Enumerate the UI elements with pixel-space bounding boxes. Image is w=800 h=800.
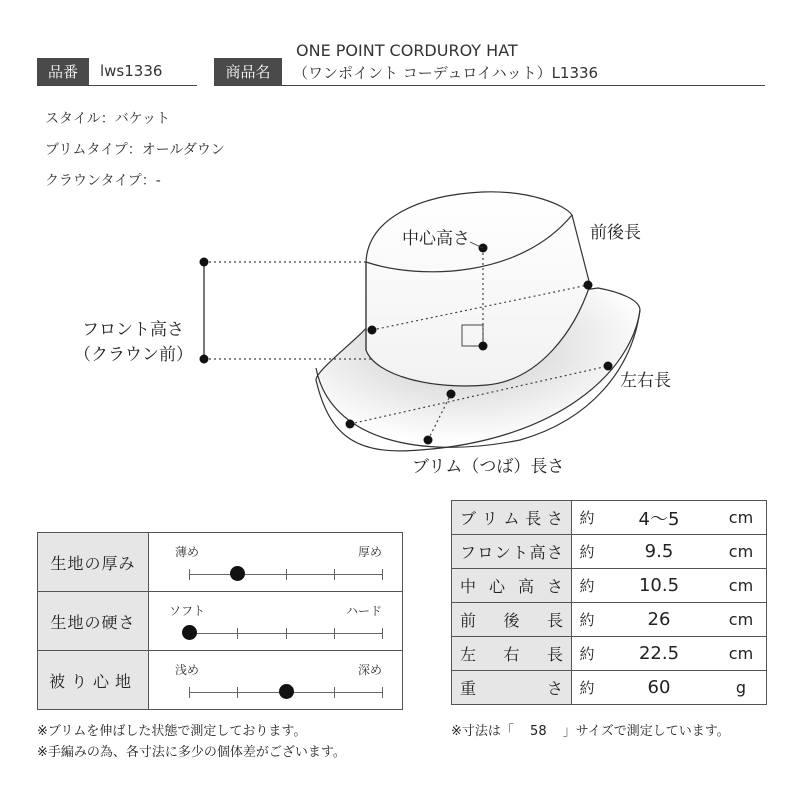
scale-tick [189,569,190,580]
item-number-label: 品番 [37,58,89,85]
size-value: 9.5 [644,541,674,562]
size-row [452,671,766,704]
size-row [452,637,766,671]
size-label-char: ト [512,543,529,562]
brim-length-label: ブリム（つば）長さ [412,457,565,477]
center-height-label: 中心高さ [402,229,470,249]
product-name-en: ONE POINT CORDUROY HAT [296,41,518,60]
size-approx: 約 [579,543,595,561]
feel-row-label: 被り心地 [38,651,149,709]
left-right-label: 左右長 [620,371,671,391]
size-unit: g [735,678,747,697]
size-row [452,603,766,637]
size-unit: cm [728,508,754,527]
size-label-char: 心 [488,577,505,596]
front-height-sub-label: （クラウン前） [74,345,193,365]
scale-tick [382,687,383,698]
scale-indicator [279,684,294,699]
scale-tick [334,628,335,639]
product-name-label: 商品名 [214,58,282,85]
size-label-char: 長 [525,509,542,528]
size-label-char: 長 [546,611,563,630]
front-back-label: 前後長 [590,223,641,243]
size-label-char: 左 [460,645,477,664]
size-label-char: ブ [460,509,477,528]
size-row-label [452,603,572,636]
size-unit: cm [728,576,754,595]
note-size-suffix: 」サイズで測定しています。 [562,724,730,739]
feel-row-hardness [38,592,402,651]
scale-indicator [230,566,245,581]
size-label-char: フ [460,543,477,562]
size-label-char: 前 [460,611,477,630]
size-row-label [452,569,572,602]
scale-tick [334,569,335,580]
size-value: 4～5 [638,508,680,530]
size-label-char: 高 [529,543,546,562]
size-label-char: リ [481,509,498,528]
feel-row-fit [38,651,402,709]
scale-tick [334,687,335,698]
size-row [452,535,766,569]
scale-tick [382,569,383,580]
size-unit: cm [728,644,754,663]
size-label-char: ム [503,509,520,528]
scale-max-label: ハード [345,604,382,618]
size-label-char: ン [494,543,511,562]
size-approx: 約 [579,645,595,663]
size-label-char: 重 [460,679,477,698]
scale-max-label: 深め [357,663,382,677]
size-value: 22.5 [638,643,680,664]
feel-scale [149,533,402,591]
brim-type-attribute: ブリムタイプ：オールダウン [45,142,225,158]
size-label-char: 高 [517,577,534,596]
scale-min-label: 浅め [175,663,200,677]
note-brim-measurement: ※ブリムを伸ばした状態で測定しております。 [37,724,307,739]
scale-tick [382,628,383,639]
size-row [452,569,766,603]
size-approx: 約 [579,679,595,697]
feel-row-label: 生地の硬さ [38,592,149,650]
size-row-label [452,535,572,568]
size-label-char: 右 [503,645,520,664]
size-approx: 約 [579,611,595,629]
size-value: 26 [647,609,671,630]
size-label-char: 後 [503,611,520,630]
size-approx: 約 [579,577,595,595]
feel-row-thickness [38,533,402,592]
scale-min-label: 薄め [175,545,200,559]
size-label-char: 中 [460,577,477,596]
note-measured-size [451,720,730,739]
note-individual-difference: ※手編みの為、各寸法に多少の個体差がございます。 [37,745,346,760]
size-label-char: さ [546,509,563,528]
scale-tick [286,628,287,639]
scale-tick [189,687,190,698]
scale-tick [237,628,238,639]
feel-row-label: 生地の厚み [38,533,149,591]
size-approx: 約 [579,509,595,527]
style-attribute: スタイル：バケット [45,111,171,127]
feel-scale [149,592,402,650]
size-unit: cm [728,610,754,629]
note-size-value: 58 [530,724,547,739]
product-name-jp: （ワンポイント コーデュロイハット）L1336 [293,64,599,82]
size-label-char: ロ [477,543,494,562]
size-table [451,500,767,705]
feel-table [37,532,403,710]
size-row-label [452,671,572,704]
size-row-label [452,501,572,534]
size-value: 10.5 [638,575,680,596]
item-number: lws1336 [100,62,163,80]
size-label-char: 長 [546,645,563,664]
note-size-prefix: ※寸法は「 [451,724,514,739]
scale-max-label: 厚め [357,545,382,559]
size-value: 60 [647,677,671,698]
size-label-char: さ [546,543,563,562]
size-row-label [452,637,572,670]
size-label-char: さ [546,577,563,596]
scale-min-label: ソフト [169,604,206,618]
size-unit: cm [728,542,754,561]
scale-tick [286,569,287,580]
scale-indicator [182,625,197,640]
size-row [452,501,766,535]
crown-type-attribute: クラウンタイプ：- [45,173,161,189]
scale-tick [237,687,238,698]
size-label-char: さ [546,679,563,698]
feel-scale [149,651,402,709]
front-height-label: フロント高さ [82,320,184,340]
